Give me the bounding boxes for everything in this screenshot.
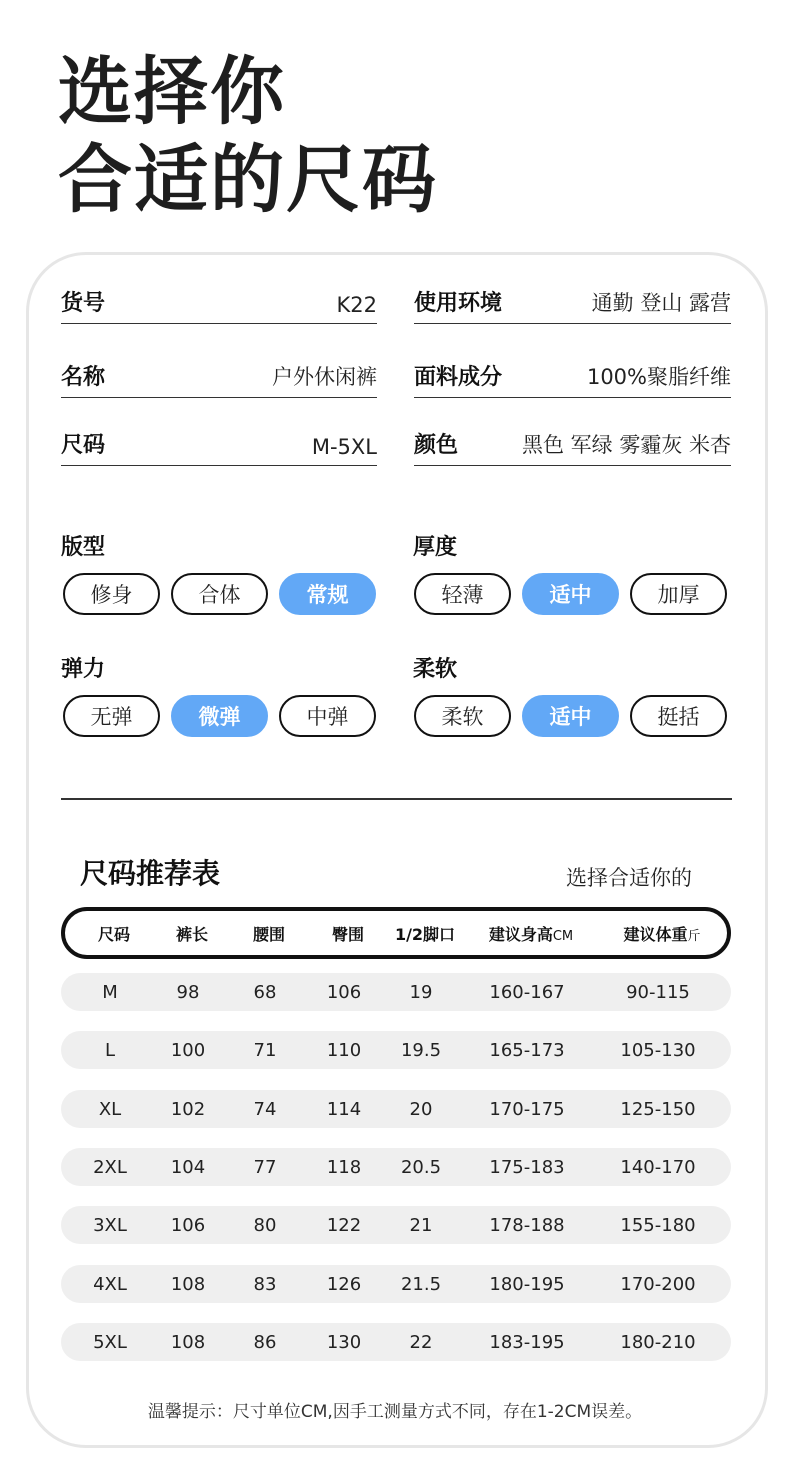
fit-option-standard[interactable]: 常规 [279, 573, 376, 615]
table-cell: 140-170 [620, 1156, 696, 1178]
stretch-option-slight[interactable]: 微弹 [171, 695, 268, 737]
table-cell: 74 [253, 1098, 277, 1120]
header-waist: 腰围 [252, 924, 285, 944]
fit-option-slim[interactable]: 修身 [63, 573, 160, 615]
table-cell: 90-115 [626, 981, 690, 1003]
table-cell: 20 [409, 1098, 433, 1120]
info-row-usage [414, 284, 731, 324]
table-cell: 175-183 [489, 1156, 565, 1178]
table-cell: 106 [170, 1214, 206, 1236]
table-cell: 68 [253, 981, 277, 1003]
info-row-item-number [61, 284, 377, 324]
info-row-size [61, 426, 377, 466]
thickness-option-thin[interactable]: 轻薄 [414, 573, 511, 615]
fit-option-regular-fit[interactable]: 合体 [171, 573, 268, 615]
header-length: 裤长 [175, 924, 208, 944]
info-value: 100%聚脂纤维 [586, 365, 731, 389]
table-row [61, 1090, 731, 1128]
table-cell: 102 [170, 1098, 206, 1120]
info-value: K22 [336, 293, 377, 317]
table-cell: 19 [409, 981, 433, 1003]
table-cell: 114 [326, 1098, 362, 1120]
hero-line-1: 选择你 [58, 49, 286, 135]
table-cell: 183-195 [489, 1331, 565, 1353]
table-cell: 22 [409, 1331, 433, 1353]
header-hem: 1/2脚口 [394, 924, 456, 944]
info-label: 颜色 [414, 433, 459, 458]
header-hip: 臀围 [331, 924, 364, 944]
table-cell: 160-167 [489, 981, 565, 1003]
table-cell: 108 [170, 1331, 206, 1353]
table-cell: 105-130 [620, 1039, 696, 1061]
header-height-unit: CM [552, 928, 574, 944]
info-label: 面料成分 [414, 365, 503, 390]
table-cell: 170-175 [489, 1098, 565, 1120]
softness-options [414, 695, 727, 737]
info-value: 通勤 登山 露营 [591, 291, 731, 315]
table-row [61, 1206, 731, 1244]
table-cell: 130 [326, 1331, 362, 1353]
table-cell: 106 [326, 981, 362, 1003]
table-cell: 21.5 [400, 1273, 442, 1295]
table-cell: 71 [253, 1039, 277, 1061]
table-cell: XL [98, 1098, 122, 1120]
table-row [61, 1265, 731, 1303]
table-cell: 125-150 [620, 1098, 696, 1120]
table-cell: 80 [253, 1214, 277, 1236]
softness-option-medium[interactable]: 适中 [522, 695, 619, 737]
attr-title-fit: 版型 [61, 535, 106, 560]
table-row [61, 1148, 731, 1186]
fit-options [63, 573, 376, 615]
thickness-option-medium[interactable]: 适中 [522, 573, 619, 615]
table-cell: 4XL [93, 1273, 127, 1295]
size-table-subtitle: 选择合适你的 [566, 866, 692, 890]
table-cell: M [102, 981, 118, 1003]
table-cell: 165-173 [489, 1039, 565, 1061]
table-cell: 86 [253, 1331, 277, 1353]
section-divider [61, 798, 732, 800]
table-cell: 170-200 [620, 1273, 696, 1295]
table-cell: 118 [326, 1156, 362, 1178]
thickness-options [414, 573, 727, 615]
table-cell: 178-188 [489, 1214, 565, 1236]
stretch-options [63, 695, 376, 737]
stretch-option-none[interactable]: 无弹 [63, 695, 160, 737]
table-row [61, 1031, 731, 1069]
softness-option-soft[interactable]: 柔软 [414, 695, 511, 737]
softness-option-stiff[interactable]: 挺括 [630, 695, 727, 737]
hero-line-2: 合适的尺码 [58, 137, 438, 223]
table-cell: 98 [176, 981, 200, 1003]
table-row [61, 1323, 731, 1361]
table-cell: 104 [170, 1156, 206, 1178]
table-cell: 5XL [93, 1331, 127, 1353]
header-weight [601, 922, 723, 945]
header-size: 尺码 [97, 924, 130, 944]
table-row [61, 973, 731, 1011]
attr-title-thickness: 厚度 [413, 535, 458, 560]
table-cell: 100 [170, 1039, 206, 1061]
info-value: 黑色 军绿 雾霾灰 米杏 [521, 433, 731, 457]
info-label: 名称 [61, 365, 106, 390]
stretch-option-medium[interactable]: 中弹 [279, 695, 376, 737]
table-cell: 21 [409, 1214, 433, 1236]
table-cell: 3XL [93, 1214, 127, 1236]
table-cell: 19.5 [400, 1039, 442, 1061]
table-cell: 83 [253, 1273, 277, 1295]
info-row-name [61, 358, 377, 398]
table-cell: 108 [170, 1273, 206, 1295]
size-table-header [61, 907, 731, 959]
attr-title-softness: 柔软 [413, 657, 458, 682]
table-cell: L [104, 1039, 116, 1061]
footnote: 温馨提示：尺寸单位CM,因手工测量方式不同，存在1-2CM误差。 [147, 1402, 643, 1422]
info-row-fabric [414, 358, 731, 398]
attr-title-stretch: 弹力 [61, 657, 106, 682]
info-label: 尺码 [61, 433, 106, 458]
info-value: M-5XL [311, 435, 377, 459]
table-cell: 77 [253, 1156, 277, 1178]
thickness-option-thick[interactable]: 加厚 [630, 573, 727, 615]
info-row-color [414, 426, 731, 466]
table-cell: 155-180 [620, 1214, 696, 1236]
header-weight-label: 建议体重 [623, 924, 688, 944]
header-height [471, 922, 591, 945]
table-cell: 122 [326, 1214, 362, 1236]
table-cell: 110 [326, 1039, 362, 1061]
size-table-title: 尺码推荐表 [80, 857, 221, 890]
table-cell: 2XL [93, 1156, 127, 1178]
header-weight-unit: 斤 [687, 928, 701, 944]
header-height-label: 建议身高 [488, 924, 553, 944]
table-cell: 20.5 [400, 1156, 442, 1178]
info-label: 货号 [61, 291, 106, 316]
table-cell: 126 [326, 1273, 362, 1295]
table-cell: 180-210 [620, 1331, 696, 1353]
info-value: 户外休闲裤 [272, 365, 377, 389]
table-cell: 180-195 [489, 1273, 565, 1295]
info-label: 使用环境 [414, 291, 503, 316]
hero-heading [58, 48, 438, 224]
